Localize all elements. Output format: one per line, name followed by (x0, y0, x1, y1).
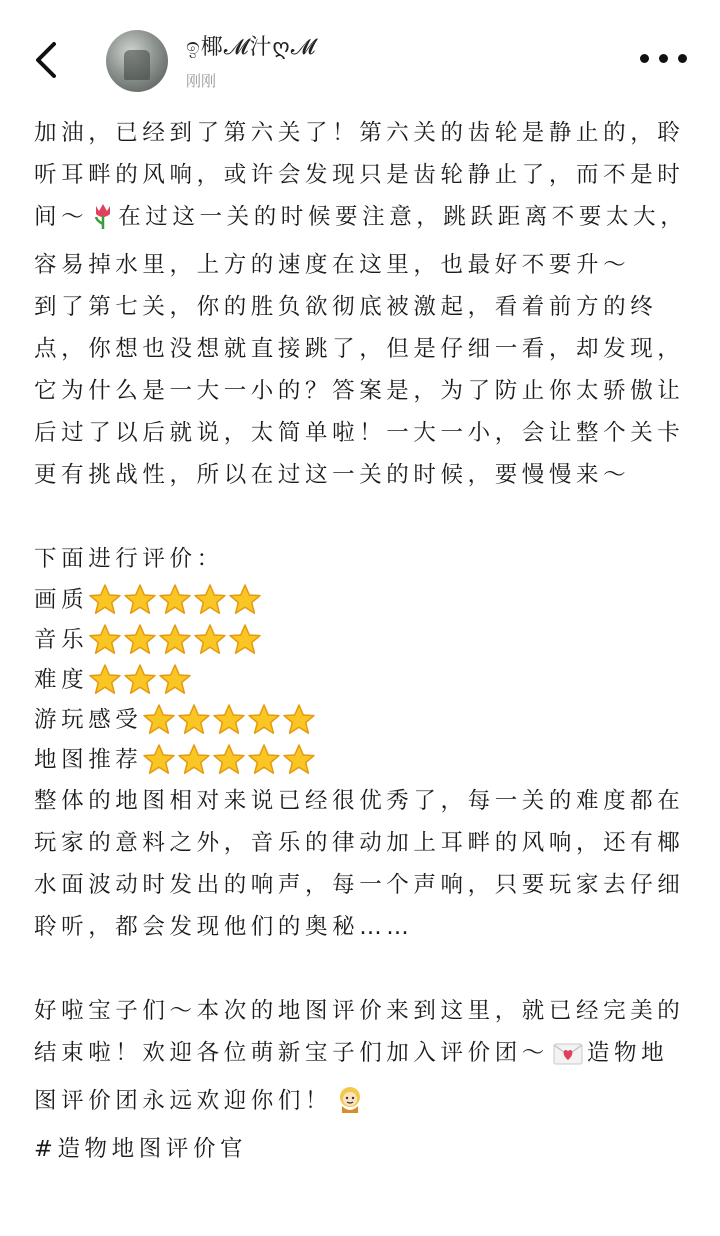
star-icon (212, 743, 246, 777)
author-name[interactable]: ඉ椰𝓜汁ღ𝓜 (186, 35, 317, 60)
star-icon (142, 703, 176, 737)
paragraph-text: 在过这一关的时候要注意，跳跃距离不要太大，容易掉水里，上方的速度在这里，也最好不要升～ (34, 204, 688, 278)
avatar[interactable] (106, 30, 168, 92)
star-icon (282, 743, 316, 777)
rating-row (34, 660, 690, 700)
hashtag-link[interactable]: #造物地图评价官 (34, 1136, 248, 1162)
star-icon (193, 583, 227, 617)
spacer (34, 496, 690, 538)
star-icon (158, 663, 192, 697)
more-options-button[interactable] (640, 50, 688, 66)
love-letter-emoji-icon (553, 1038, 583, 1080)
more-dot (640, 54, 649, 63)
star-icon (228, 583, 262, 617)
star-icon (247, 743, 281, 777)
rating-row (34, 740, 690, 780)
star-icon (88, 583, 122, 617)
rating-row (34, 620, 690, 660)
rating-label: 音乐 (34, 627, 89, 653)
tulip-emoji-icon (92, 202, 114, 244)
star-icon (158, 623, 192, 657)
more-dot (678, 54, 687, 63)
star-icon (228, 623, 262, 657)
star-icon (123, 583, 157, 617)
rating-list (34, 580, 690, 780)
star-icon (177, 703, 211, 737)
paragraph-closing (34, 990, 690, 1128)
girl-emoji-icon (336, 1084, 364, 1128)
paragraph-text: 造物地图评价团永远欢迎你们！ (34, 1040, 669, 1114)
rating-stars (142, 743, 317, 777)
rating-stars (142, 703, 317, 737)
star-icon (177, 743, 211, 777)
post-time: 刚刚 (186, 72, 217, 90)
rating-label: 游玩感受 (34, 707, 143, 733)
rating-stars (88, 623, 263, 657)
spacer (34, 948, 690, 990)
rating-label: 难度 (34, 667, 89, 693)
rating-row (34, 580, 690, 620)
rating-label: 画质 (34, 587, 89, 613)
back-arrow-icon (30, 38, 66, 82)
star-icon (123, 623, 157, 657)
star-icon (88, 663, 122, 697)
star-icon (88, 623, 122, 657)
more-dot (659, 54, 668, 63)
back-button[interactable] (30, 38, 66, 82)
paragraph-text: 好啦宝子们～本次的地图评价来到这里，就已经完美的结束啦！欢迎各位萌新宝子们加入评价团～ (34, 998, 685, 1066)
paragraph-level-six (34, 112, 690, 286)
rating-label: 地图推荐 (34, 747, 143, 773)
post-header (0, 0, 720, 112)
star-icon (123, 663, 157, 697)
star-icon (282, 703, 316, 737)
paragraph-level-seven: 到了第七关，你的胜负欲彻底被激起，看着前方的终点，你想也没想就直接跳了，但是仔细一看，却发现，它为什么是一大一小的？答案是，为了防止你太骄傲让后过了以后就说，太简单啦！一大一小，会让整个关卡更有挑战性，所以在过这一关的时候，要慢慢来～ (34, 294, 685, 488)
star-icon (212, 703, 246, 737)
paragraph-summary: 整体的地图相对来说已经很优秀了，每一关的难度都在玩家的意料之外，音乐的律动加上耳畔的风响，还有椰水面波动时发出的响声，每一个声响，只要玩家去仔细聆听，都会发现他们的奥秘…… (34, 788, 685, 940)
rating-stars (88, 663, 193, 697)
rating-row (34, 700, 690, 740)
star-icon (158, 583, 192, 617)
paragraph-text: 加油，已经到了第六关了！第六关的齿轮是静止的，聆听耳畔的风响，或许会发现只是齿轮静止了，而不是时间～ (34, 120, 685, 230)
post-content (34, 112, 690, 1170)
star-icon (193, 623, 227, 657)
star-icon (142, 743, 176, 777)
evaluation-intro: 下面进行评价： (34, 546, 224, 572)
star-icon (247, 703, 281, 737)
rating-stars (88, 583, 263, 617)
